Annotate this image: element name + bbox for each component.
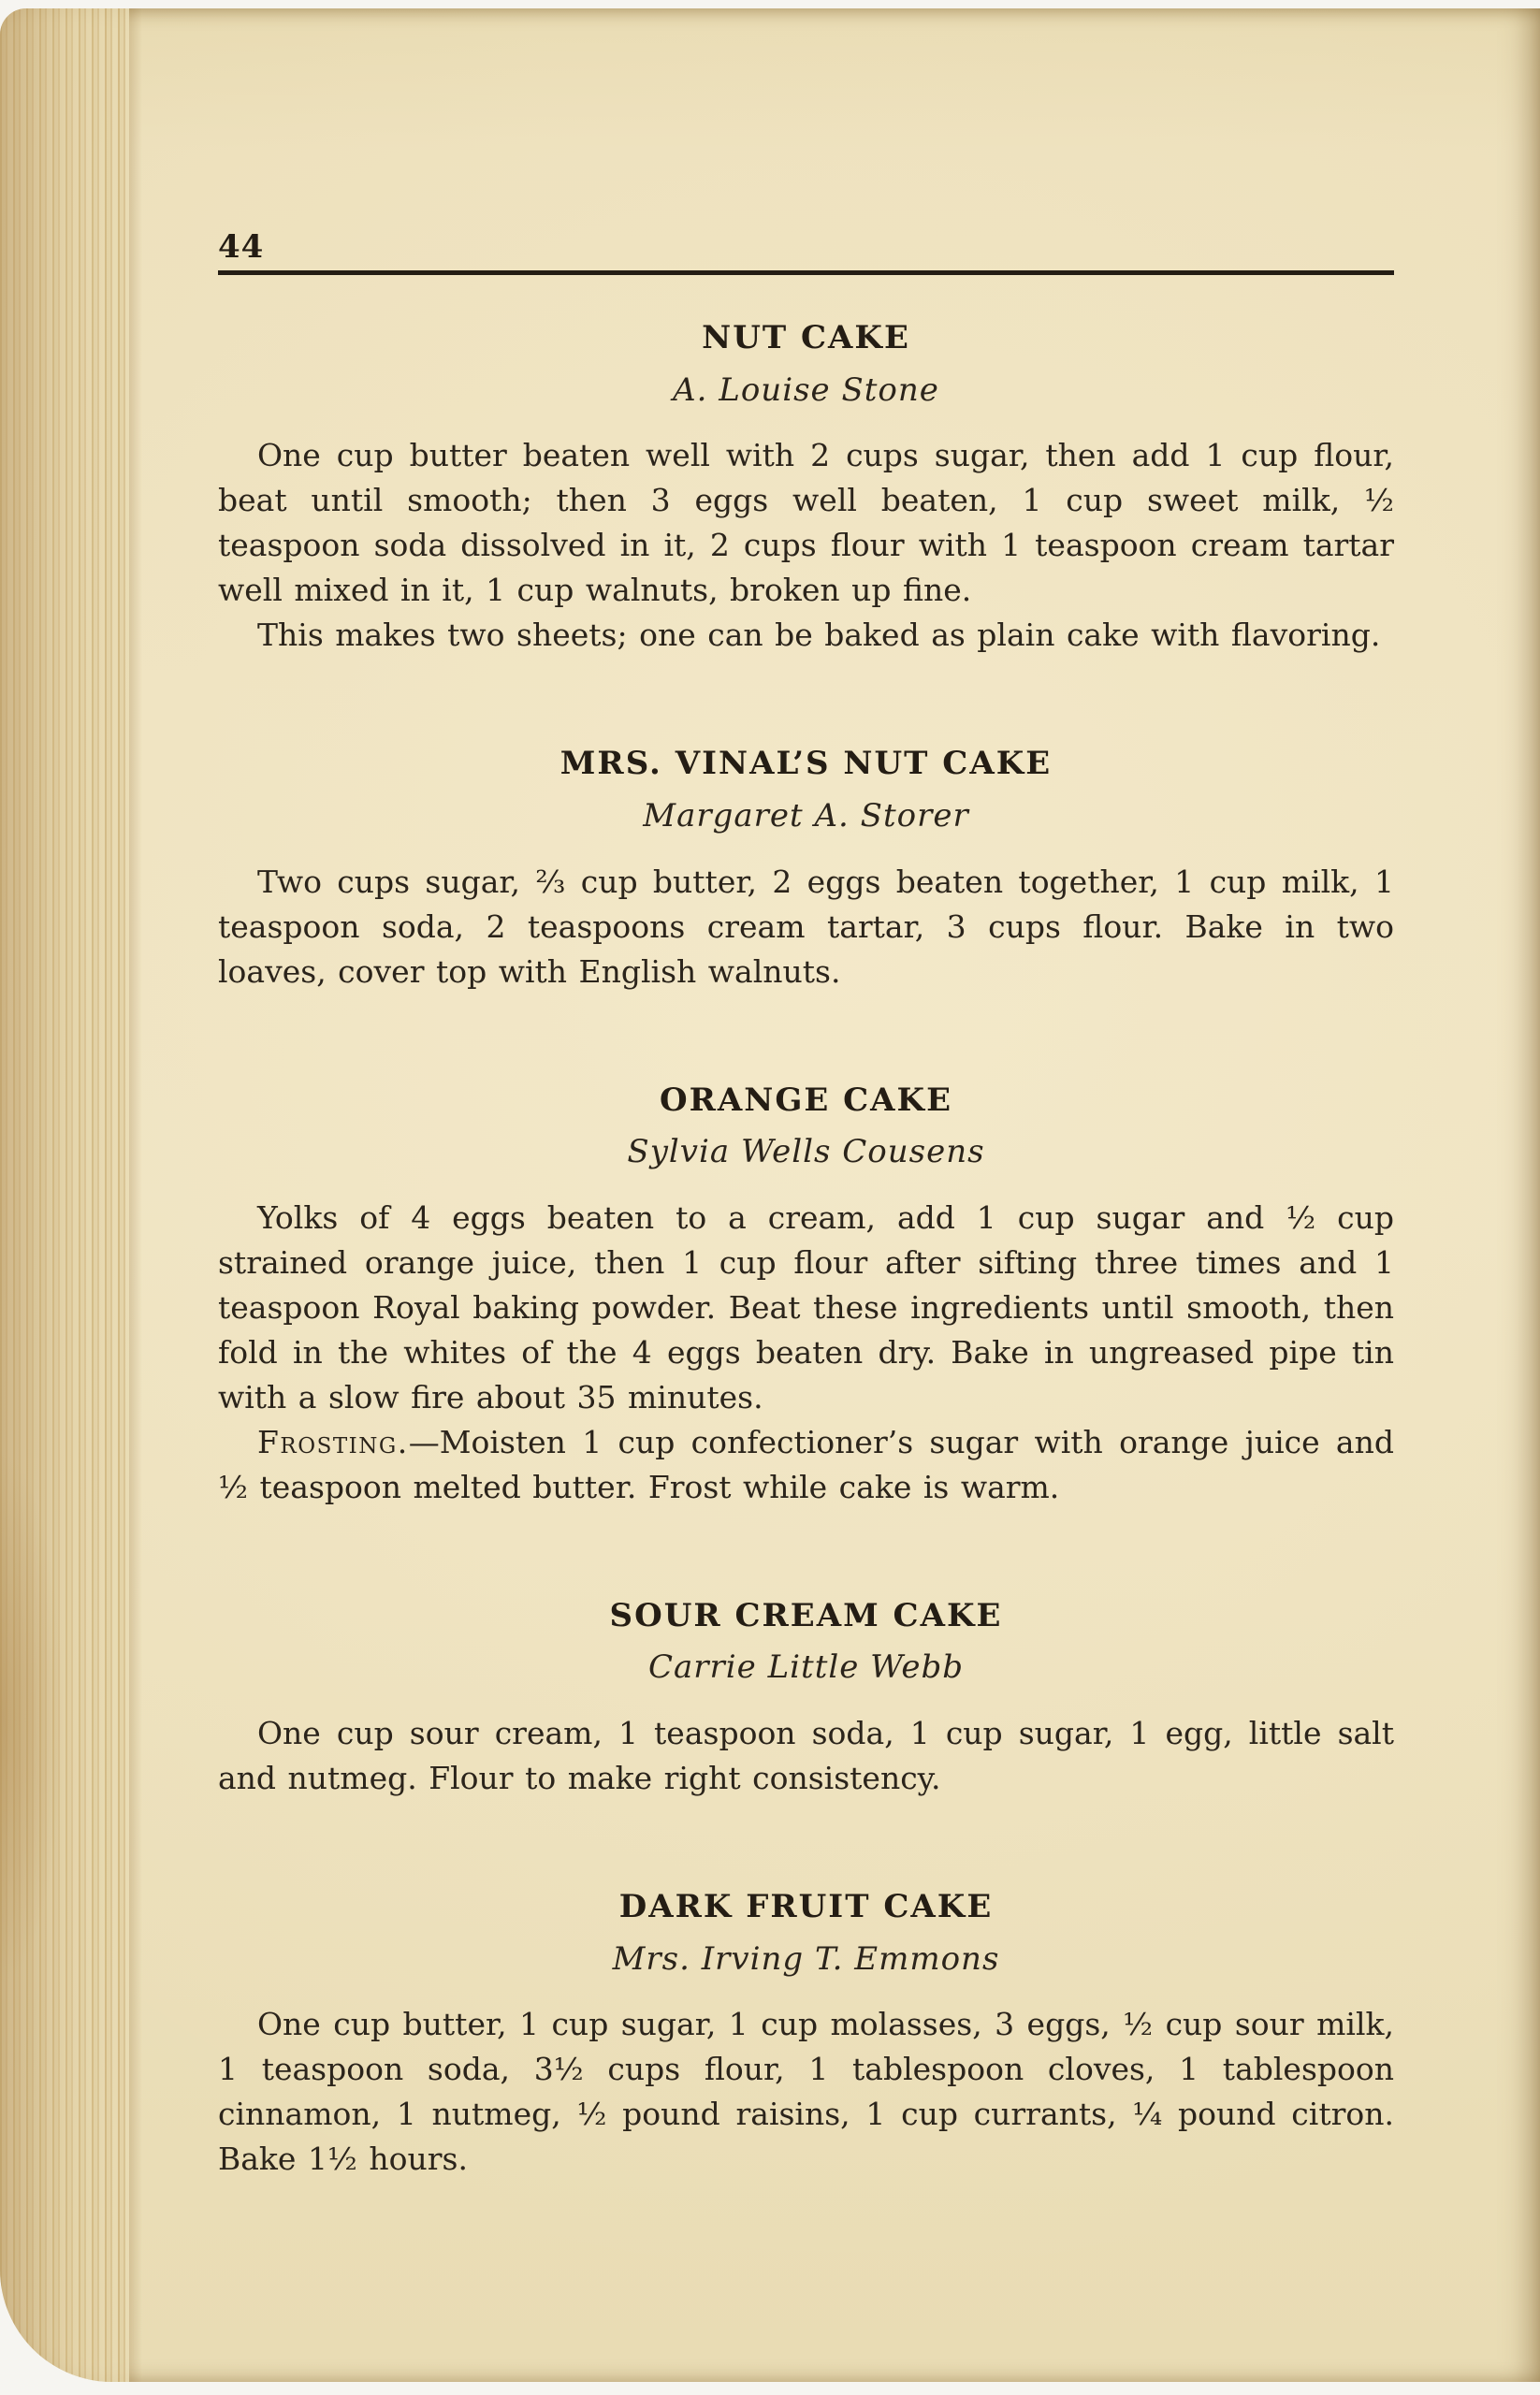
recipe-paragraphs [218,433,1394,658]
recipe-paragraph: Two cups sugar, ⅔ cup butter, 2 eggs beaten together, 1 cup milk, 1 teaspoon soda, 2 teaspoons cream tartar, 3 cups flour. Bake in two loaves, cover top with English walnuts. [218,863,1394,990]
recipe-title: SOUR CREAM CAKE [609,1596,1003,1634]
recipe-section [218,1887,1394,2182]
page-number: 44 [218,228,265,266]
recipe-paragraph: One cup butter beaten well with 2 cups sugar, then add 1 cup flour, beat until smooth; then 3 eggs well beaten, 1 cup sweet milk, ½ teaspoon soda dissolved in it, 2 cups flour with 1 teaspoon cream tartar well mixed in it, 1 cup walnuts, broken up fine. [218,437,1394,609]
recipe-section [218,1081,1394,1510]
recipe-title: DARK FRUIT CAKE [618,1888,994,1926]
recipe-paragraph: One cup butter, 1 cup sugar, 1 cup molasses, 3 eggs, ½ cup sour milk, 1 teaspoon soda, 3½ cups flour, 1 tablespoon cloves, 1 tablespoon cinnamon, 1 nutmeg, ½ pound raisins, 1 cup currants, ¼ pound citron. Bake 1½ hours. [218,2006,1394,2178]
recipe-paragraphs [218,1711,1394,1801]
recipe-title: NUT CAKE [702,319,910,356]
recipe-list [218,318,1394,2182]
recipe-section [218,318,1394,658]
recipe-contributor: Margaret A. Storer [643,796,969,835]
recipe-contributor: Sylvia Wells Cousens [627,1133,985,1171]
page-header [218,228,1394,275]
cookbook-page [0,8,1540,2382]
page-content [0,8,1540,2382]
recipe-contributor: Mrs. Irving T. Emmons [612,1939,1000,1978]
recipe-section [218,1596,1394,1801]
recipe-paragraph: This makes two sheets; one can be baked as plain cake with flavoring. [257,617,1381,654]
recipe-paragraph: One cup sour cream, 1 teaspoon soda, 1 cup sugar, 1 egg, little salt and nutmeg. Flour to make right consistency. [218,1715,1394,1797]
recipe-paragraphs [218,1196,1394,1510]
recipe-paragraph: Yolks of 4 eggs beaten to a cream, add 1 cup sugar and ½ cup strained orange juice, then 1 cup flour after sifting three times and 1 teaspoon Royal baking powder. Beat these ingredients until smooth, then fold in the whites of the 4 eggs beaten dry. Bake in ungreased pipe tin with a slow fire about 35 minutes. [218,1198,1394,1415]
recipe-paragraphs [218,860,1394,994]
recipe-paragraphs [218,2002,1394,2182]
paragraph-lead-smallcaps: Frosting. [257,1423,409,1460]
recipe-contributor: Carrie Little Webb [648,1648,964,1687]
recipe-contributor: A. Louise Stone [673,370,939,409]
recipe-title: ORANGE CAKE [659,1081,953,1119]
recipe-title: MRS. VINAL’S NUT CAKE [559,745,1053,783]
recipe-section [218,744,1394,994]
recipe-paragraph: Frosting.—Moisten 1 cup confectioner’s sugar with orange juice and ½ teaspoon melted butter. Frost while cake is warm. [218,1423,1394,1505]
